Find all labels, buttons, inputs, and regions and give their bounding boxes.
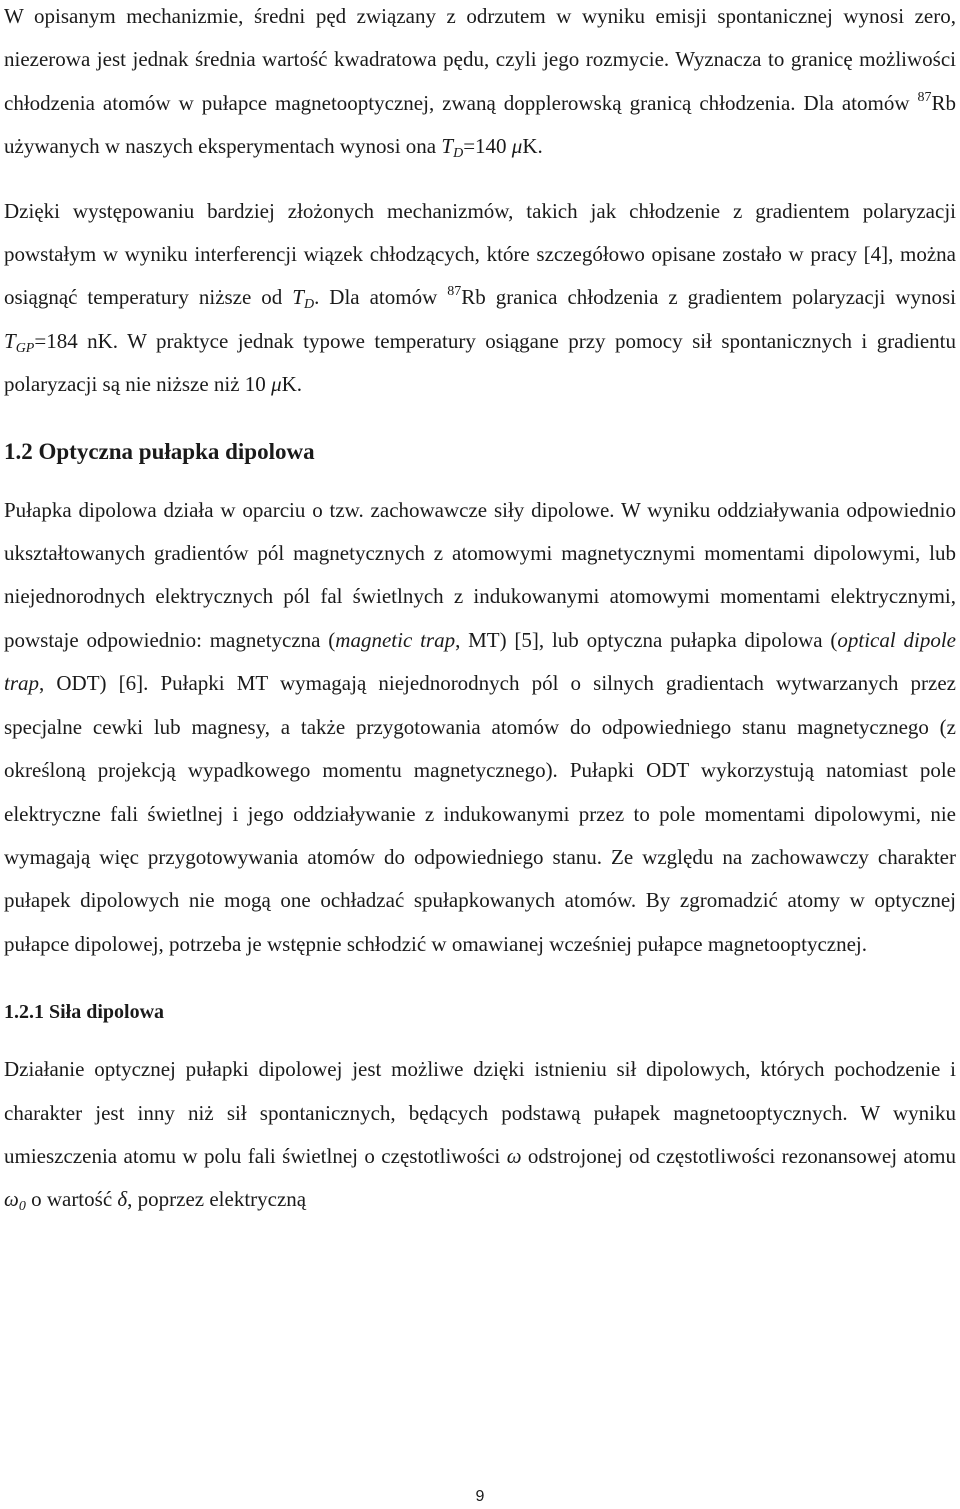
- symbol-delta: δ: [117, 1187, 128, 1212]
- text-run: =184 nK. W praktyce jednak typowe temperatury osiągane przy pomocy sił spontanicznych i gradientu polaryzacji są nie niższe niż 10: [4, 328, 956, 397]
- paragraph-dipole-force: [4, 1048, 956, 1222]
- page-number: 9: [475, 1488, 485, 1505]
- text-run: =140: [463, 134, 512, 159]
- italic-term: optical dipole trap: [4, 627, 956, 696]
- text-run: W opisanym mechanizmie, średni pęd związany z odrzutem w wyniku emisji spontanicznej wynosi zero, niezerowa jest jednak średnia wartość kwadratowa pędu, czyli jego rozmycie. Wyznacza to granicę możliwości chłodzenia atomów w pułapce magnetooptycznej, zwaną dopplerowską granicą chłodzenia. Dla atomów: [4, 4, 956, 115]
- section-heading: 1.2 Optyczna pułapka dipolowa: [4, 438, 315, 464]
- paragraph-dipole-trap: [4, 489, 956, 966]
- symbol-subscript: D: [303, 297, 315, 313]
- symbol-temperature: T: [441, 134, 454, 159]
- subsection-heading: 1.2.1 Siła dipolowa: [4, 1001, 165, 1024]
- symbol-temperature: T: [292, 285, 304, 310]
- symbol-omega: ω: [506, 1143, 522, 1168]
- symbol-omega: ω: [4, 1187, 19, 1212]
- symbol-temperature: T: [4, 328, 16, 353]
- symbol-micro: μ: [511, 134, 523, 159]
- text-run: Rb używanych w naszych eksperymentach wynosi ona: [4, 90, 956, 159]
- paragraph-doppler-limit: [4, 0, 956, 169]
- text-run: K.: [281, 372, 303, 397]
- text-run: Działanie optycznej pułapki dipolowej jest możliwe dzięki istnieniu sił dipolowych, których pochodzenie i charakter jest inny niż sił spontanicznych, będących podstawą pułapek magnetooptycznych. W wyniku umieszczenia atomu w polu fali świetlnej o częstotliwości: [4, 1057, 956, 1168]
- text-run: Pułapka dipolowa działa w oparciu o tzw. zachowawcze siły dipolowe. W wyniku oddziaływania odpowiednio ukształtowanych gradientów pól magnetycznych z atomowymi magnetycznymi momentami dipolowymi, lub niejednorodnych elektrycznych pól fal świetlnych z indukowanymi atomowymi momentami elektrycznymi, powstaje odpowiednio: magnetyczna (: [4, 497, 956, 652]
- isotope-mass-number: 87: [447, 284, 462, 300]
- text-run: , ODT) [6]. Pułapki MT wymagają niejednorodnych pól o silnych gradientach wytwarzanych przez specjalne cewki lub magnesy, a także przygotowania atomów do odpowiedniego stanu magnetycznego (z określoną projekcją wypadkowego momentu magnetycznego). Pułapki ODT wykorzystują natomiast pole elektryczne fali świetlnej i jego oddziaływanie z indukowanymi przez to pole momentami dipolowymi, nie wymagają więc przygotowywania atomów do odpowiedniego stanu. Ze względu na zachowawczy charakter pułapek dipolowych nie mogą one ochładzać spułapkowanych atomów. By zgromadzić atomy w optycznej pułapce dipolowej, potrzeba je wstępnie schłodzić w omawianej wcześniej pułapce magnetooptycznej.: [4, 671, 956, 956]
- symbol-micro: μ: [271, 372, 282, 397]
- text-run: Dzięki występowaniu bardziej złożonych mechanizmów, takich jak chłodzenie z gradientem polaryzacji powstałym w wyniku interferencji wiązek chłodzących, które szczegółowo opisane zostało w pracy [4], można osiągnąć temperatury niższe od: [4, 198, 956, 310]
- text-run: o wartość: [25, 1187, 118, 1212]
- symbol-subscript: GP: [15, 340, 35, 356]
- text-run: , MT) [5], lub optyczna pułapka dipolowa (: [455, 627, 838, 652]
- text-run: , poprzez elektryczną: [127, 1187, 307, 1212]
- document-page: [4, 0, 956, 1222]
- text-run: . Dla atomów: [314, 285, 448, 310]
- text-run: odstrojonej od częstotliwości rezonansowej atomu: [521, 1143, 956, 1168]
- italic-term: magnetic trap: [335, 627, 456, 652]
- symbol-subscript: 0: [18, 1199, 26, 1215]
- isotope-mass-number: 87: [917, 89, 932, 105]
- text-run: Rb granica chłodzenia z gradientem polaryzacji wynosi: [461, 285, 957, 310]
- paragraph-polarization-gradient: [4, 190, 956, 407]
- text-run: K.: [522, 134, 543, 159]
- symbol-subscript: D: [453, 146, 464, 162]
